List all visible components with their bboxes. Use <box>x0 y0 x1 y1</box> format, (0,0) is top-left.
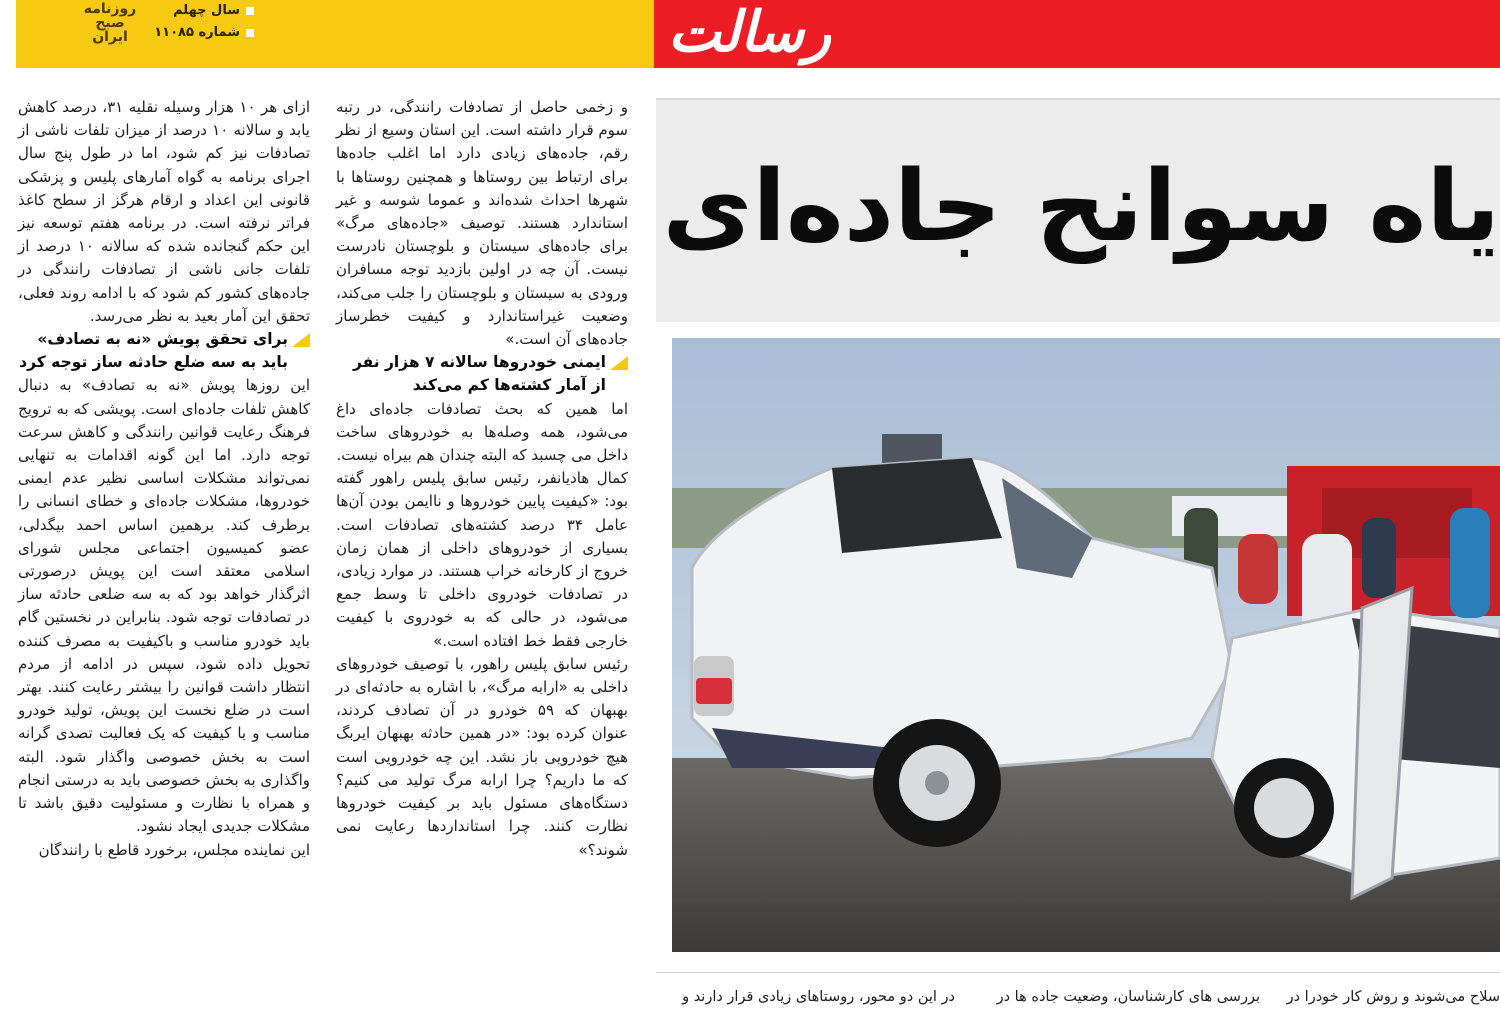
issue-number: شماره ۱۱۰۸۵ <box>154 25 240 40</box>
newspaper-logo: رسالت <box>668 0 832 65</box>
headline-panel <box>656 98 1500 322</box>
column-line: در این دو محور، روستاهای زیادی قرار دارند و <box>682 989 955 1005</box>
triangle-marker-icon <box>292 333 310 347</box>
photo-divider <box>656 972 1500 973</box>
car-crash-illustration <box>672 338 1500 952</box>
paragraph: این نماینده مجلس، برخورد قاطع با رانندگان <box>38 840 310 859</box>
brand-line: صبح <box>95 15 125 31</box>
triangle-marker-icon <box>610 356 628 370</box>
accident-photo <box>672 338 1500 952</box>
article-column-1 <box>18 96 310 862</box>
brand-line: روزنامه <box>83 1 137 17</box>
paragraph: اما همین که بحث تصادفات جاده‌ای داغ می‌شود، همه وصله‌ها به خودروهای ساخت داخل می چسبد که البته چندان هم بیراه نیست. <box>336 399 628 465</box>
square-bullet-icon <box>246 29 254 37</box>
year-label: سال چهلم <box>173 3 240 18</box>
paragraph: این روزها پویش «نه به تصادف» به دنبال کاهش تلفات جاده‌ای است. پویشی که به ترویج فرهنگ رعایت قوانین رانندگی و کاهش سرعت توجه دارد. اما این گونه اقدامات به تنهایی نمی‌تواند مشکلات اساسی نظیر عدم ایمنی خودروها، مشکلات جاده‌ای و خطای انسانی را برطرف کند. برهمین اساس احمد بیگدلی، عضو کمیسیون اجتماعی مجلس شورای اسلامی معتقد است این پویش درصورتی اثرگذار خواهد بود که به سه ضلعی حادثه ساز در تصادفات توجه شود. بنابراین در نخستین گام باید خودرو مناسب و باکیفیت به مصرف کننده تحویل داده شود، سپس در ادامه از مردم انتظار داشت قوانین را بیشتر رعایت کنند. بهتر است در ضلع نخست این پویش، تولید خودرو مناسب و با کیفیت که یک فعالیت تصدی گرانه است به بخش خصوصی واگذار شود. البته واگذاری به بخش خصوصی باید به درستی انجام و همراه با نظارت و مسئولیت دقیق باشد تا مشکلات جدیدی ایجاد نشود. <box>18 376 310 836</box>
continued-columns <box>656 986 1500 1011</box>
paragraph: رئیس سابق پلیس راهور، با توصیف خودروهای داخلی به «ارابه مرگ»، با اشاره به حادثه‌ای در بهبهان که ۵۹ خودرو در آن تصادف کردند، عنوان کرده بود: «در همین حادثه بهبهان ایربگ هیچ خودرویی باز نشد. این چه خودرویی است که ما داریم؟ چرا ارابه مرگ تولید می کنیم؟ دستگاه‌های مسئول باید بر کیفیت خودروها نظارت کنند. چرا استانداردها رعایت نمی شوند؟» <box>336 654 628 859</box>
article-column-2 <box>336 96 628 862</box>
subheading <box>336 351 628 397</box>
masthead-left-band <box>16 0 654 68</box>
subheading-text: برای تحقق پویش «نه به تصادف» باید به سه ضلع حادثه ساز توجه کرد <box>19 330 288 372</box>
paragraph: و زخمی حاصل از تصادفات رانندگی، در رتبه سوم قرار داشته است. این استان وسیع از نظر رقم، جاده‌های زیادی دارد اما اغلب جاده‌ها برای ارتباط بین روستاها و همچنین روستاها با شهرها احداث شده‌اند و عموما شوسه و غیر استاندارد هستند. توصیف «جاده‌های مرگ» برای جاده‌های سیستان و بلوچستان نادرست نیست. آن چه در اولین بازدید توجه مسافران ورودی به سیستان و بلوچستان را جلب می‌کند، وضعیت غیراستاندارد و کیفیت خطرساز جاده‌های آن است.» <box>336 98 628 349</box>
paragraph: کمال هادیانفر، رئیس سابق پلیس راهور گفته بود: «کیفیت پایین خودروها و ناایمن بودن آن‌ها عامل ۳۴ درصد کشته‌های تصادفات است. بسیاری از خودروهای داخلی از همان زمان خروج از کارخانه خراب هستند. در موارد زیادی، در تصادفات خودروی داخلی تا وسط جمع می‌شود، در حالی که به خودروی با کیفیت خارجی فقط خط افتاده است.» <box>336 469 628 650</box>
square-bullet-icon <box>246 7 254 15</box>
subheading <box>18 328 310 374</box>
brand-line: ایران <box>92 29 128 45</box>
subheading-text: ایمنی خودروها سالانه ۷ هزار نفر از آمار کشته‌ها کم می‌کند <box>352 353 606 395</box>
column-line: سلاح می‌شوند و روش کار خودرا در <box>1286 989 1500 1005</box>
column-line: بررسی های کارشناسان، وضعیت جاده ها در <box>996 989 1260 1005</box>
headline: یاه سوانح جاده‌ای <box>662 150 1500 264</box>
issue-meta <box>134 0 254 44</box>
paragraph: ازای هر ۱۰ هزار وسیله نقلیه ۳۱، درصد کاهش یابد و سالانه ۱۰ درصد از میزان تلفات ناشی از تصادفات نیز کم شود، اما در طول پنج سال اجرای برنامه به گواه آمارهای پلیس و پزشکی قانونی این اعداد و ارقام هرگز از سطح کاغذ فراتر نرفته است. در برنامه هفتم توسعه نیز این حکم گنجانده شده که سالانه ۱۰ درصد از تلفات جانی ناشی از تصادفات رانندگی در جاده‌های کشور کم شود که با ادامه روند فعلی، تحقق این آمار بعید به نظر می‌رسد. <box>18 98 311 325</box>
